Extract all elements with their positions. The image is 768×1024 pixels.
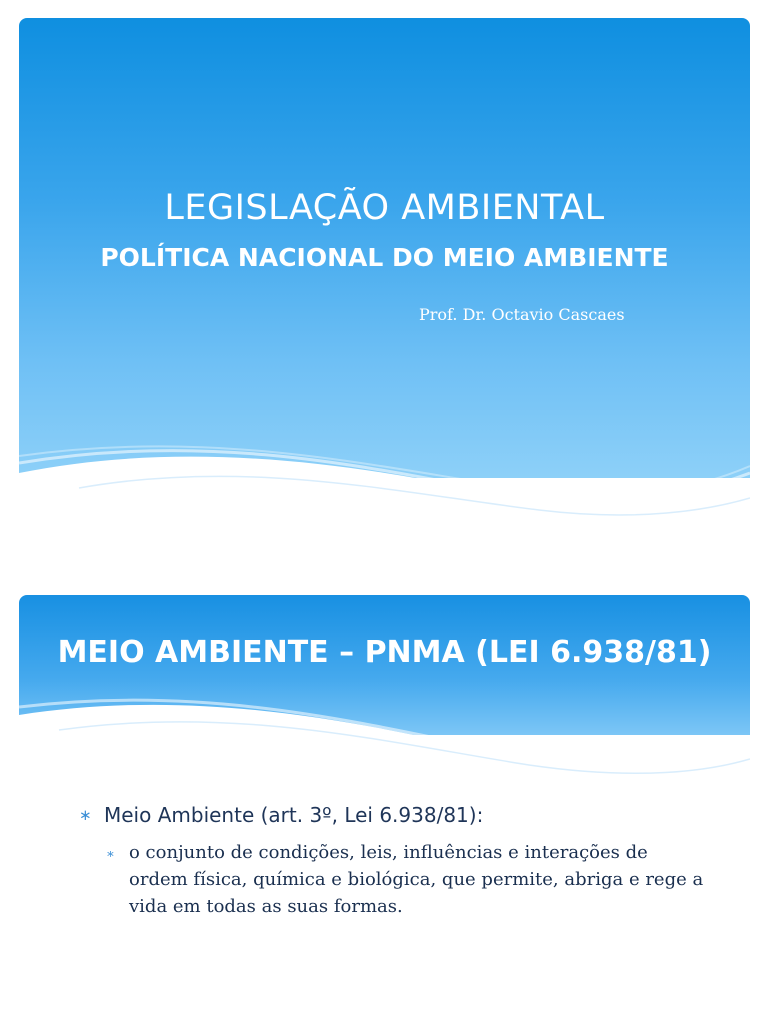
- asterisk-bullet-icon: ∗: [79, 806, 92, 824]
- wave-decoration: [19, 418, 750, 543]
- slide-subtitle: POLÍTICA NACIONAL DO MEIO AMBIENTE: [100, 243, 669, 272]
- slide-title: [19, 18, 750, 543]
- list-item: [79, 803, 729, 827]
- bullet-list: [79, 803, 729, 920]
- list-item: [79, 839, 709, 920]
- sub-bullet-text: o conjunto de condições, leis, influências e interações de ordem física, química e biológica, que permite, abriga e rege a vida em todas as suas formas.: [129, 842, 704, 917]
- wave-decoration: [19, 685, 750, 795]
- slide-content: [19, 595, 750, 1005]
- bullet-text: Meio Ambiente (art. 3º, Lei 6.938/81):: [104, 803, 484, 827]
- slide-heading: MEIO AMBIENTE – PNMA (LEI 6.938/81): [57, 635, 712, 670]
- asterisk-bullet-icon: ∗: [106, 847, 115, 862]
- author-name: Prof. Dr. Octavio Cascaes: [419, 305, 625, 324]
- slide-title-heading: LEGISLAÇÃO AMBIENTAL: [164, 188, 605, 228]
